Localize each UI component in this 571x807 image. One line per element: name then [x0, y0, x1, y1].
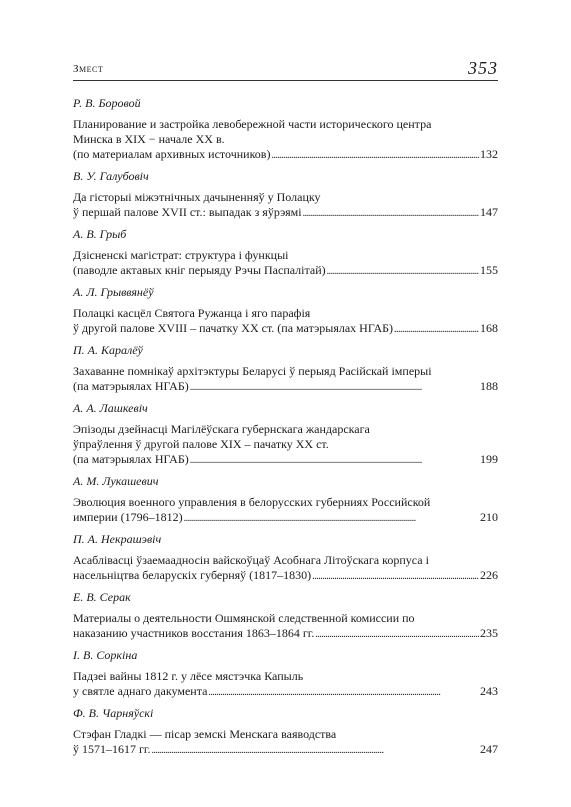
entry-author: Е. В. Серак: [73, 590, 131, 604]
entry-title-last-line: [73, 263, 498, 279]
entry-title-line: насельніцтва беларускіх губерняў (1817–1830): [73, 568, 312, 582]
table-of-contents: [73, 96, 498, 764]
running-title: Змест: [73, 63, 104, 75]
entry-title: [73, 669, 498, 700]
entry-title-line: Материалы о деятельности Ошмянской следственной комиссии по: [73, 611, 415, 625]
toc-entry: [73, 401, 498, 468]
entry-title-line: Эволюция военного управления в белорусских губерниях Российской: [73, 495, 431, 509]
entry-title: [73, 117, 498, 163]
entry-title-last-line: [73, 147, 498, 163]
leader-dots: [271, 148, 479, 163]
entry-page-number: 147: [480, 205, 498, 219]
entry-title-line: (па матэрыялах НГАБ): [73, 379, 189, 393]
entry-title: [73, 611, 498, 642]
entry-title: [73, 553, 498, 584]
toc-entry: [73, 96, 498, 163]
leader-dots: [184, 511, 479, 526]
entry-title: [73, 248, 498, 279]
entry-page-number: 188: [480, 379, 498, 393]
page-number: 353: [468, 58, 498, 78]
entry-title-line: (па матэрыялах НГАБ): [73, 452, 189, 466]
entry-title-line: наказанию участников восстания 1863–1864 гг.: [73, 626, 315, 640]
entry-page-number: 168: [480, 321, 498, 335]
entry-author: В. У. Галубовіч: [73, 169, 149, 183]
leader-dots: [394, 322, 479, 337]
entry-page-number: 226: [480, 568, 498, 582]
entry-page-number: 247: [480, 742, 498, 756]
entry-title: [73, 364, 498, 395]
running-header: [73, 54, 498, 81]
entry-title-line: Асаблівасці ўзаемаадносін вайскоўцаў Асобнага Літоўскага корпуса і: [73, 553, 429, 567]
leader-dots: [315, 627, 479, 642]
entry-author: П. А. Каралёў: [73, 343, 143, 357]
entry-page-number: 235: [480, 626, 498, 640]
entry-title-line: Планирование и застройка левобережной части исторического центра: [73, 117, 432, 131]
entry-author: П. А. Некрашэвіч: [73, 532, 162, 546]
entry-title-last-line: [73, 510, 498, 526]
entry-author: А. А. Лашкевіч: [73, 401, 148, 415]
entry-title-line: Минска в XIX − начале XX в.: [73, 132, 225, 146]
entry-title: [73, 727, 498, 758]
toc-entry: [73, 169, 498, 221]
leader-dots: [208, 685, 479, 700]
entry-page-number: 243: [480, 684, 498, 698]
entry-title: [73, 306, 498, 337]
entry-title-line: Да гісторыі міжэтнічных дачыненняў у Полацку: [73, 190, 321, 204]
entry-author: Р. В. Боровой: [73, 96, 141, 110]
toc-entry: [73, 474, 498, 526]
entry-title-last-line: [73, 452, 498, 468]
leader-dots: [190, 380, 479, 395]
leader-dots: [190, 453, 479, 468]
entry-title-line: ў 1571–1617 гг.: [73, 742, 151, 756]
entry-title-last-line: [73, 684, 498, 700]
entry-author: А. Л. Грыввянёў: [73, 285, 154, 299]
leader-dots: [312, 569, 479, 584]
entry-title-line: Эпізоды дзейнасці Магілёўскага губернскага жандарскага: [73, 422, 370, 436]
entry-title-line: Падзеі вайны 1812 г. у лёсе мястэчка Капыль: [73, 669, 304, 683]
toc-entry: [73, 343, 498, 395]
entry-title-last-line: [73, 379, 498, 395]
entry-page-number: 132: [480, 147, 498, 161]
entry-title-last-line: [73, 568, 498, 584]
entry-title-line: (паводле актавых кніг перыяду Рэчы Паспалітай): [73, 263, 326, 277]
entry-title: [73, 495, 498, 526]
entry-title-line: ў другой палове XVIII – пачатку XX ст. (па матэрыялах НГАБ): [73, 321, 394, 335]
toc-entry: [73, 648, 498, 700]
leader-dots: [303, 206, 479, 221]
entry-author: Ф. В. Чарняўскі: [73, 706, 154, 720]
entry-title-last-line: [73, 321, 498, 337]
entry-page-number: 199: [480, 452, 498, 466]
entry-title-line: у святле аднаго дакумента: [73, 684, 208, 698]
entry-title-line: ўпраўлення ў другой палове XIX – пачатку XX ст.: [73, 437, 329, 451]
toc-entry: [73, 285, 498, 337]
entry-title-last-line: [73, 205, 498, 221]
leader-dots: [152, 743, 480, 758]
entry-title: [73, 190, 498, 221]
entry-author: А. М. Лукашевич: [73, 474, 159, 488]
entry-title-last-line: [73, 742, 498, 758]
entry-title-line: Захаванне помнікаў архітэктуры Беларусі ў перыяд Расійскай імперыі: [73, 364, 432, 378]
toc-entry: [73, 590, 498, 642]
toc-entry: [73, 706, 498, 758]
entry-title: [73, 422, 498, 468]
entry-author: А. В. Грыб: [73, 227, 127, 241]
entry-title-line: Стэфан Гладкі — пісар земскі Менскага ваяводства: [73, 727, 337, 741]
toc-entry: [73, 532, 498, 584]
entry-title-line: империи (1796–1812): [73, 510, 183, 524]
entry-page-number: 210: [480, 510, 498, 524]
toc-entry: [73, 227, 498, 279]
entry-title-line: (по материалам архивных источников): [73, 147, 271, 161]
entry-author: І. В. Соркіна: [73, 648, 138, 662]
entry-title-line: ў першай палове XVII ст.: выпадак з яўрэямі: [73, 205, 302, 219]
entry-title-last-line: [73, 626, 498, 642]
entry-page-number: 155: [480, 263, 498, 277]
leader-dots: [327, 264, 479, 279]
entry-title-line: Дзісненскі магістрат: структура і функцыі: [73, 248, 289, 262]
entry-title-line: Полацкі касцёл Святога Ружанца і яго парафія: [73, 306, 311, 320]
